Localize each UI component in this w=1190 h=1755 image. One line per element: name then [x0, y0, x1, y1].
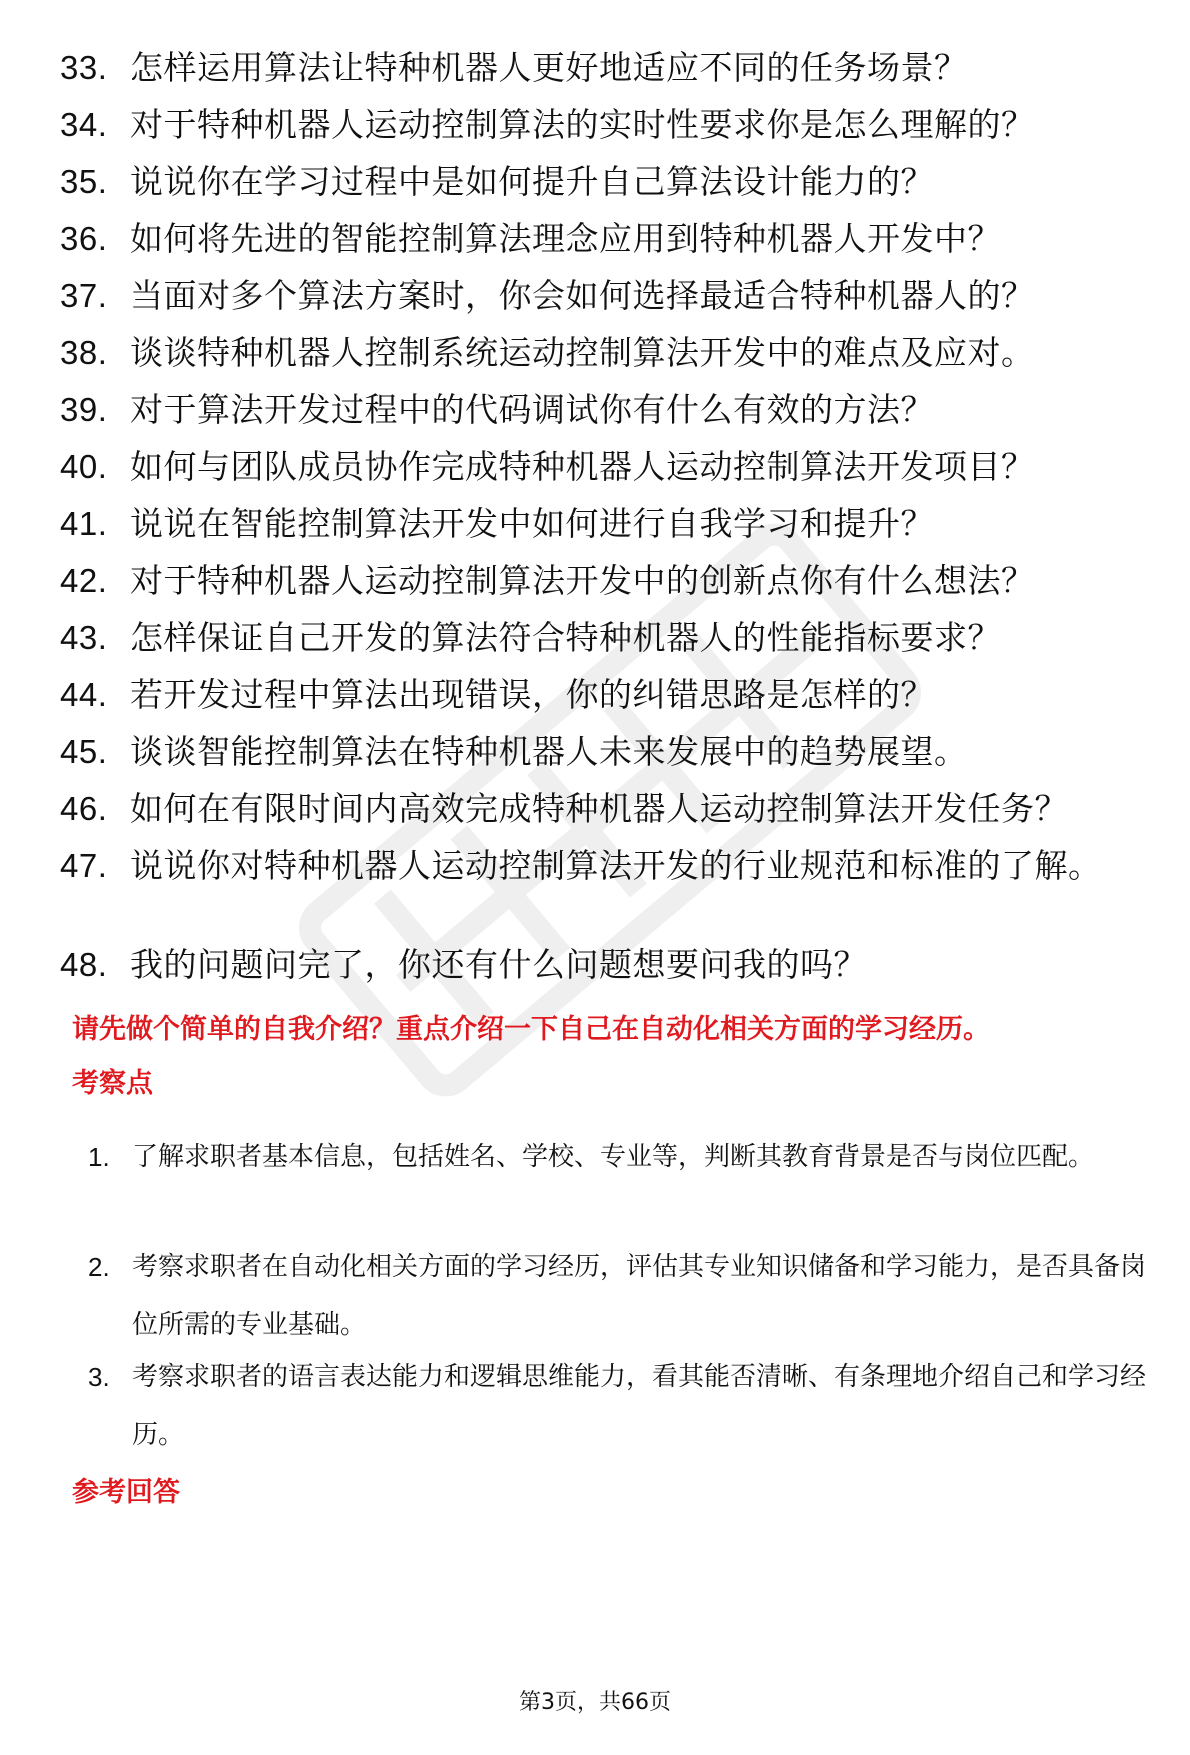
list-item: [88, 1238, 1158, 1354]
point-number: 1.: [88, 1142, 110, 1172]
list-item: [88, 1348, 1158, 1464]
question-text: 对于特种机器人运动控制算法开发中的创新点你有什么想法？: [130, 561, 1035, 600]
list-item: [60, 789, 1140, 829]
question-text: 说说你在学习过程中是如何提升自己算法设计能力的？: [130, 162, 934, 201]
list-item: [60, 48, 1140, 88]
page-number: 第3页，共66页: [519, 1690, 671, 1715]
list-item: [60, 105, 1140, 145]
question-text: 谈谈特种机器人控制系统运动控制算法开发中的难点及应对。: [130, 333, 1035, 372]
question-text: 说说在智能控制算法开发中如何进行自我学习和提升？: [130, 504, 934, 543]
point-number: 2.: [88, 1252, 110, 1282]
list-item: [60, 675, 1140, 715]
question-number: 36.: [60, 220, 108, 257]
point-text: 考察求职者的语言表达能力和逻辑思维能力，看其能否清晰、有条理地介绍自己和学习经历。: [132, 1362, 1147, 1450]
point-text: 了解求职者基本信息，包括姓名、学校、专业等，判断其教育背景是否与岗位匹配。: [132, 1142, 1095, 1172]
question-text: 谈谈智能控制算法在特种机器人未来发展中的趋势展望。: [130, 732, 968, 771]
question-text: 说说你对特种机器人运动控制算法开发的行业规范和标准的了解。: [130, 846, 1102, 885]
point-number: 3.: [88, 1362, 110, 1392]
question-number: 33.: [60, 49, 108, 86]
question-text: 怎样保证自己开发的算法符合特种机器人的性能指标要求？: [130, 618, 1001, 657]
list-item: [60, 504, 1140, 544]
question-text: 当面对多个算法方案时，你会如何选择最适合特种机器人的？: [130, 276, 1035, 315]
list-item: [60, 333, 1140, 373]
list-item: [60, 732, 1140, 772]
point-text: 考察求职者在自动化相关方面的学习经历，评估其专业知识储备和学习能力，是否具备岗位所需的专业基础。: [132, 1252, 1147, 1340]
question-number: 48.: [60, 946, 108, 983]
question-number: 39.: [60, 391, 108, 428]
question-number: 46.: [60, 790, 108, 827]
list-item: [60, 447, 1140, 487]
question-number: 42.: [60, 562, 108, 599]
question-number: 40.: [60, 448, 108, 485]
question-number: 45.: [60, 733, 108, 770]
list-item: [60, 390, 1140, 430]
section-question: 请先做个简单的自我介绍？重点介绍一下自己在自动化相关方面的学习经历。: [72, 1014, 990, 1045]
question-number: 35.: [60, 163, 108, 200]
question-text: 如何与团队成员协作完成特种机器人运动控制算法开发项目？: [130, 447, 1035, 486]
list-item: [60, 276, 1140, 316]
answer-heading: 参考回答: [72, 1477, 180, 1508]
list-item: [88, 1128, 1158, 1186]
question-number: 34.: [60, 106, 108, 143]
points-heading: 考察点: [72, 1068, 153, 1099]
question-text: 如何在有限时间内高效完成特种机器人运动控制算法开发任务？: [130, 789, 1068, 828]
list-item: [60, 219, 1140, 259]
list-item: [60, 846, 1140, 886]
question-text: 对于特种机器人运动控制算法的实时性要求你是怎么理解的？: [130, 105, 1035, 144]
list-item: [60, 618, 1140, 658]
question-number: 38.: [60, 334, 108, 371]
question-text: 对于算法开发过程中的代码调试你有什么有效的方法？: [130, 390, 934, 429]
list-item: [60, 945, 1140, 985]
question-text: 我的问题问完了，你还有什么问题想要问我的吗？: [130, 945, 867, 984]
list-item: [60, 561, 1140, 601]
question-text: 怎样运用算法让特种机器人更好地适应不同的任务场景？: [130, 48, 968, 87]
question-text: 如何将先进的智能控制算法理念应用到特种机器人开发中？: [130, 219, 1001, 258]
question-text: 若开发过程中算法出现错误，你的纠错思路是怎样的？: [130, 675, 934, 714]
list-item: [60, 162, 1140, 202]
question-number: 37.: [60, 277, 108, 314]
question-number: 47.: [60, 847, 108, 884]
question-number: 41.: [60, 505, 108, 542]
question-number: 43.: [60, 619, 108, 656]
question-number: 44.: [60, 676, 108, 713]
